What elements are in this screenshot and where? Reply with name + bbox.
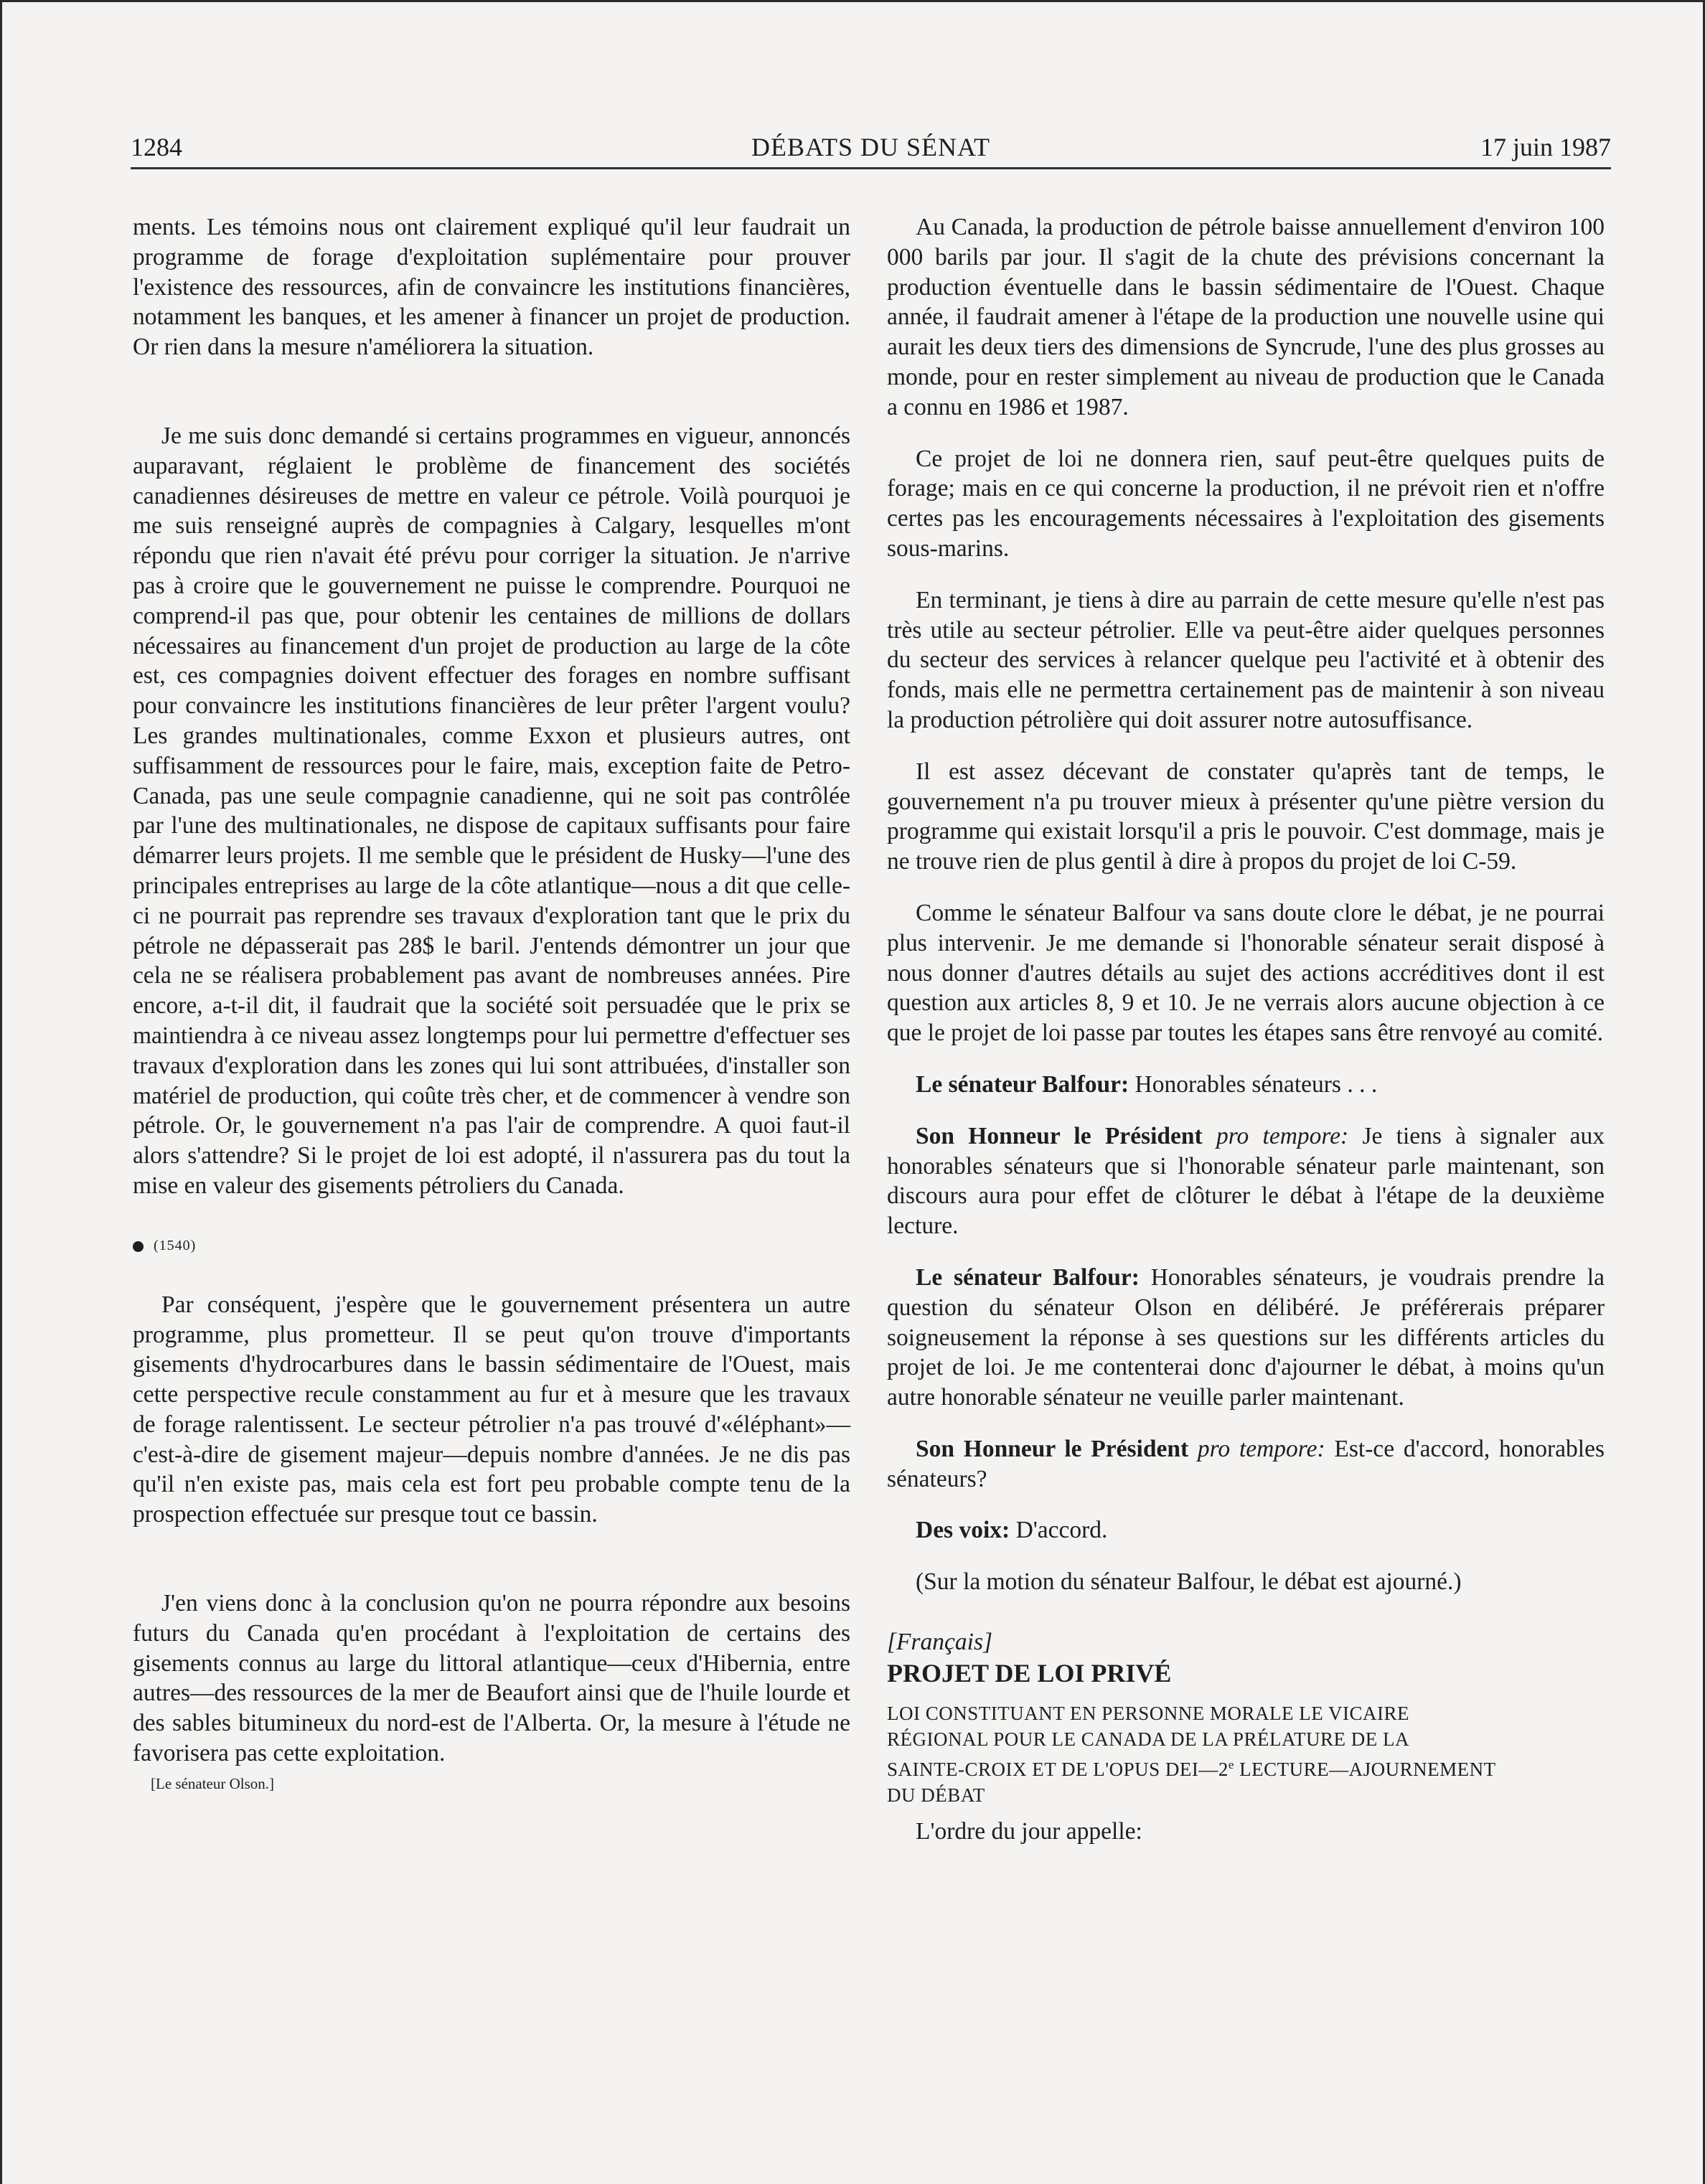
left-column — [133, 212, 850, 1794]
language-tag: [Français] — [887, 1629, 993, 1656]
speech-text: Honorables sénateurs, je voudrais prendre la question du sénateur Olson en délibéré. Je préférerais préparer soigneusement la réponse à ses questions sur les différents articles du projet de loi. Je me contenterai donc d'ajourner le débat, à moins qu'un autre honorable sénateur ne veuille parler maintenant. — [887, 1263, 1605, 1411]
bill-title-line: DU DÉBAT — [887, 1784, 985, 1806]
speech-text: D'accord. — [1010, 1517, 1108, 1544]
speaker-name: Le sénateur Balfour: — [916, 1263, 1140, 1291]
paragraph: Il est assez décevant de constater qu'après tant de temps, le gouvernement n'a pu trouver mieux à présenter qu'une piètre version du programme qui existait lorsqu'il a pris le pouvoir. C'est dommage, mais je ne trouve rien de plus gentil à dire à propos du projet de loi C-59. — [887, 758, 1605, 875]
speaker-role: pro tempore: — [1197, 1435, 1325, 1462]
speech-text: Honorables sénateurs . . . — [1129, 1070, 1378, 1098]
paragraph: Au Canada, la production de pétrole baisse annuellement d'environ 100 000 barils par jour. Il s'agit de la chute des prévisions concernant la production éventuelle dans le bassin sédimentaire de l'Ouest. Chaque année, il faudrait amener à l'étape de la production une nouvelle usine qui aurait les deux tiers des dimensions de Syncrude, l'une des plus grosses au monde, pour en rester simplement au niveau de production que le Canada a connu en 1986 et 1987. — [887, 214, 1605, 420]
speaker-footnote: [Le sénateur Olson.] — [151, 1774, 275, 1792]
page-border-left — [0, 0, 2, 2184]
speech-entry — [887, 1434, 1605, 1495]
time-marker: (1540) — [133, 1231, 850, 1260]
page-header — [131, 129, 1611, 165]
speech-entry — [887, 1263, 1605, 1413]
speech-entry — [887, 1121, 1605, 1241]
bill-title-line: LOI CONSTITUANT EN PERSONNE MORALE LE VICAIRE — [887, 1702, 1409, 1724]
speaker-name: Le sénateur Balfour: — [916, 1070, 1129, 1098]
right-column — [887, 212, 1605, 1847]
paragraph: Je me suis donc demandé si certains programmes en vigueur, annoncés auparavant, réglaient le problème de financement des sociétés canadiennes désireuses de mettre en valeur ce pétrole. Voilà pourquoi je me suis renseigné auprès de compagnies à Calgary, lesquelles m'ont répondu que rien n'avait été prévu pour corriger la situation. Je n'arrive pas à croire que le gouvernement ne puisse le comprendre. Pourquoi ne comprend-il pas que, pour obtenir les centaines de millions de dollars nécessaires au financement d'un projet de production au large de la côte est, ces compagnies doivent effectuer des forages en nombre suffisant pour convaincre les institutions financières de leur prêter l'argent voulu? Les grandes multinationales, comme Exxon et plusieurs autres, ont suffisamment de ressources pour le faire, mais, exception faite de Petro-Canada, pas une seule compagnie canadienne, qui ne soit pas contrôlée par l'une des multinationales, ne dispose de capitaux suffisants pour faire démarrer leurs projets. Il me semble que le président de Husky—l'une des principales entreprises au large de la côte atlantique—nous a dit que celle-ci ne pourrait pas reprendre ses travaux d'exploration tant que le prix du pétrole ne dépasserait pas 28$ le baril. J'entends démontrer un jour que cela ne se réalisera probablement pas avant de nombreuses années. Pire encore, a-t-il dit, il faudrait que la société soit persuadée que le prix se maintiendra à ce niveau assez longtemps pour lui permettre d'effectuer ses travaux d'exploration dans les zones qui lui sont attribuées, d'installer son matériel de production, qui coûte très cher, et de commencer à vendre son pétrole. Or, le gouvernement n'a pas l'air de comprendre. A quoi faut-il alors s'attendre? Si le projet de loi est adopté, il n'assurera pas du tout la mise en valeur des gisements pétroliers du Canada. — [133, 422, 850, 1199]
speech-entry — [887, 1515, 1605, 1545]
bullet-icon — [133, 1241, 144, 1252]
speaker-name: Son Honneur le Président — [916, 1122, 1203, 1149]
paragraph: En terminant, je tiens à dire au parrain de cette mesure qu'elle n'est pas très utile au secteur pétrolier. Elle va peut-être aider quelques personnes du secteur des services à relancer quelque peu l'activité et à obtenir des fonds, mais elle ne permettra certainement pas de maintenir à son niveau la production pétrolière qui doit assurer notre autosuffisance. — [887, 586, 1605, 733]
speaker-name: Son Honneur le Président — [916, 1435, 1189, 1462]
speech-entry — [887, 1070, 1605, 1100]
paragraph: Par conséquent, j'espère que le gouvernement présentera un autre programme, plus prometteur. Il se peut qu'on trouve d'importants gisements d'hydrocarbures dans le bassin sédimentaire de l'Ouest, mais cette perspective recule constamment au fur et à mesure que les travaux de forage ralentissent. Le secteur pétrolier n'a pas trouvé d'«éléphant»—c'est-à-dire de gisement majeur—depuis nombre d'années. Je ne dis pas qu'il n'en existe pas, mais cela est fort peu probable compte tenu de la prospection effectuée sur presque tout ce bassin. — [133, 1291, 850, 1528]
speaker-name: Des voix: — [916, 1517, 1010, 1544]
page-number: 1284 — [131, 133, 182, 161]
paragraph: Ce projet de loi ne donnera rien, sauf peut-être quelques puits de forage; mais en ce qui concerne la production, il ne prévoit rien et n'offre certes pas les encouragements nécessaires à l'exploitation des gisements sous-marins. — [887, 445, 1605, 562]
bill-title-line: SAINTE-CROIX ET DE L'OPUS DEI—2e LECTURE—AJOURNEMENT — [887, 1757, 1496, 1780]
speech-text: Je tiens à signaler aux honorables sénateurs que si l'honorable sénateur parle maintenant, son discours aura pour effet de clôturer le débat à l'étape de la deuxième lecture. — [887, 1122, 1605, 1240]
bill-title-line: RÉGIONAL POUR LE CANADA DE LA PRÉLATURE DE LA — [887, 1728, 1409, 1750]
page-border-top — [0, 0, 1705, 2]
paragraph: J'en viens donc à la conclusion qu'on ne pourra répondre aux besoins futurs du Canada qu'en procédant à l'exploitation de certains des gisements connus au large du littoral atlantique—ceux d'Hibernia, entre autres—des ressources de la mer de Beaufort ainsi que de l'huile lourde et des sables bitumineux du nord-est de l'Alberta. Or, la mesure à l'étude ne favorisera pas cette exploitation. — [133, 1590, 850, 1767]
speaker-role: pro tempore: — [1216, 1122, 1349, 1149]
section-title: PROJET DE LOI PRIVÉ — [887, 1658, 1172, 1688]
publication-date: 17 juin 1987 — [1480, 133, 1611, 161]
order-of-day: L'ordre du jour appelle: — [916, 1817, 1142, 1845]
paragraph: ments. Les témoins nous ont clairement expliqué qu'il leur faudrait un programme de forage d'exploitation suplémentaire pour prouver l'existence des ressources, afin de convaincre les institutions financières, notamment les banques, et les amener à financer un projet de production. Or rien dans la mesure n'améliorera la situation. — [133, 214, 850, 361]
header-rule — [131, 167, 1611, 169]
speech-text: Est-ce d'accord, honorables sénateurs? — [887, 1435, 1605, 1492]
publication-title: DÉBATS DU SÉNAT — [751, 133, 991, 161]
motion-note: (Sur la motion du sénateur Balfour, le débat est ajourné.) — [916, 1568, 1462, 1596]
paragraph: Comme le sénateur Balfour va sans doute clore le débat, je ne pourrai plus intervenir. Je me demande si l'honorable sénateur serait disposé à nous donner d'autres détails au sujet des actions accréditives dont il est question aux articles 8, 9 et 10. Je ne verrais alors aucune objection à ce que le projet de loi passe par toutes les étapes sans être renvoyé au comité. — [887, 899, 1605, 1047]
